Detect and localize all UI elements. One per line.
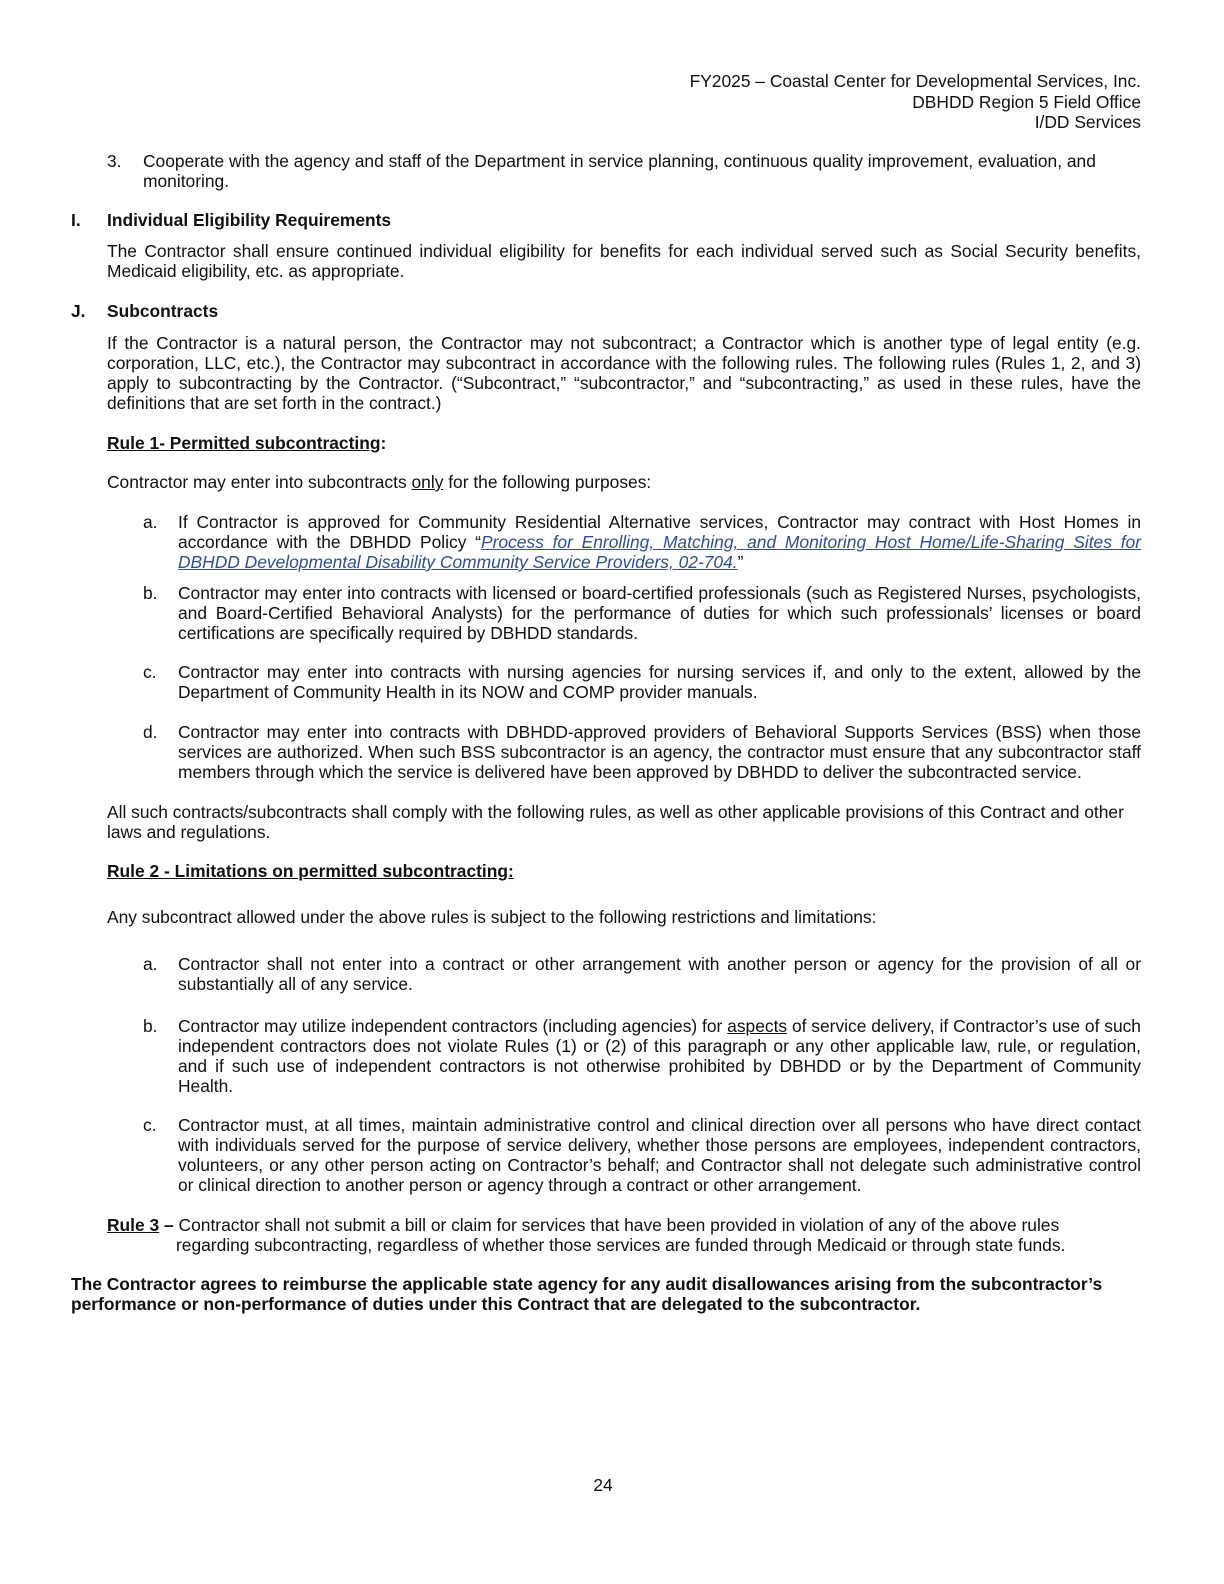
rule-3-text-line-2: regarding subcontracting, regardless of whether those services are funded through Medicaid or through state funds. [176, 1235, 1066, 1255]
final-statement: The Contractor agrees to reimburse the applicable state agency for any audit disallowances arising from the subcontractor’s performance or non-performance of duties under this Contract that are delegated to the subcontractor. [71, 1274, 1103, 1314]
item-text-aspects: aspects [727, 1016, 788, 1036]
item-text-pre: Contractor may utilize independent contractors (including agencies) for [178, 1016, 728, 1036]
rule-1-heading-colon: : [380, 433, 387, 453]
list-marker: d. [143, 722, 158, 742]
section-i-heading: Individual Eligibility Requirements [107, 210, 392, 230]
list-item-text: Contractor may enter into contracts with nursing agencies for nursing services if, and only to the extent, allowed by the Department of Community Health in its NOW and COMP provider manuals. [178, 662, 1141, 702]
list-marker: b. [143, 583, 158, 603]
rule-1-intro-pre: Contractor may enter into subcontracts [107, 472, 412, 492]
item-text-pre: If Contractor is approved for Community Residential Alternative services, Contractor may contract with Host Homes in accordance with the DBHDD Policy “ [178, 512, 1141, 552]
list-marker: c. [143, 662, 157, 682]
section-j-marker: J. [71, 301, 86, 321]
rule-1-heading [107, 433, 386, 453]
list-item-text: Contractor must, at all times, maintain administrative control and clinical direction over all persons who have direct contact with individuals served for the purpose of service delivery, whether those persons are employees, independent contractors, volunteers, or any other person acting on Contractor’s behalf; and Contractor shall not delegate such administrative control or clinical direction to another person or agency through a contract or other arrangement. [178, 1115, 1141, 1195]
list-item-text: Contractor may enter into contracts with DBHDD-approved providers of Behavioral Supports Services (BSS) when those services are authorized. When such BSS subcontractor is an agency, the contractor must ensure that any subcontractor staff members through which the service is delivered have been approved by DBHDD to deliver the subcontracted service. [178, 722, 1141, 782]
section-j-body: If the Contractor is a natural person, the Contractor may not subcontract; a Contractor which is another type of legal entity (e.g. corporation, LLC, etc.), the Contractor may subcontract in accordance with the following rules. The following rules (Rules 1, 2, and 3) apply to subcontracting by the Contractor. (“Subcontract,” “subcontractor,” and “subcontracting,” as used in these rules, have the definitions that are set forth in the contract.) [107, 333, 1141, 413]
item-text-post: ” [737, 552, 744, 572]
list-marker: b. [143, 1016, 158, 1036]
rule-3-line-1 [107, 1215, 1141, 1235]
list-marker: 3. [107, 151, 122, 171]
rule-1-closing: All such contracts/subcontracts shall comply with the following rules, as well as other applicable provisions of this Contract and other laws and regulations. [107, 802, 1124, 842]
list-item-text: Contractor may enter into contracts with licensed or board-certified professionals (such as Registered Nurses, psychologists, and Board-Certified Behavioral Analysts) for the performance of duties for which such professionals’ licenses or board certifications are specifically required by DBHDD standards. [178, 583, 1141, 643]
list-marker: a. [143, 512, 158, 532]
page-header [441, 71, 1141, 133]
list-marker: c. [143, 1115, 157, 1135]
rule-1-heading-text: Rule 1- Permitted subcontracting [107, 433, 381, 453]
rule-3-dash: – [159, 1215, 179, 1235]
rule-3-heading: Rule 3 [107, 1215, 160, 1235]
policy-link[interactable]: Process for Enrolling, Matching, and Monitoring Host Home/Life-Sharing Sites for DBHDD Developmental Disability Community Service Providers, 02-704. [178, 532, 1141, 572]
list-item-text [178, 1016, 1141, 1096]
section-j-heading: Subcontracts [107, 301, 219, 321]
rule-1-intro [107, 472, 651, 492]
rule-2-heading: Rule 2 - Limitations on permitted subcontracting: [107, 861, 514, 881]
list-item-text: Contractor shall not enter into a contract or other arrangement with another person or agency for the provision of all or substantially all of any service. [178, 954, 1141, 994]
page-number: 24 [593, 1475, 613, 1495]
list-marker: a. [143, 954, 158, 974]
header-field-office: DBHDD Region 5 Field Office [912, 91, 1141, 112]
header-service-type: I/DD Services [1034, 112, 1141, 132]
list-item-text [178, 512, 1141, 572]
header-contract-title: FY2025 – Coastal Center for Developmental Services, Inc. [689, 71, 1141, 91]
rule-1-intro-only: only [411, 472, 444, 492]
rule-1-intro-post: for the following purposes: [443, 472, 652, 492]
section-i-body: The Contractor shall ensure continued individual eligibility for benefits for each individual served such as Social Security benefits, Medicaid eligibility, etc. as appropriate. [107, 241, 1141, 281]
item-text-post: of service delivery, if Contractor’s use of such independent contractors does not violate Rules (1) or (2) of this paragraph or any other applicable law, rule, or regulation, and if such use of independent contractors is not otherwise prohibited by DBHDD or by the Department of Community Health. [178, 1016, 1141, 1096]
rule-2-intro: Any subcontract allowed under the above rules is subject to the following restrictions and limitations: [107, 907, 877, 927]
rule-3-block [107, 1215, 1141, 1255]
rule-3-text-line-1: Contractor shall not submit a bill or claim for services that have been provided in violation of any of the above rules [178, 1215, 1060, 1235]
list-item-text: Cooperate with the agency and staff of the Department in service planning, continuous quality improvement, evaluation, and monitoring. [143, 151, 1096, 191]
section-i-marker: I. [71, 210, 81, 230]
